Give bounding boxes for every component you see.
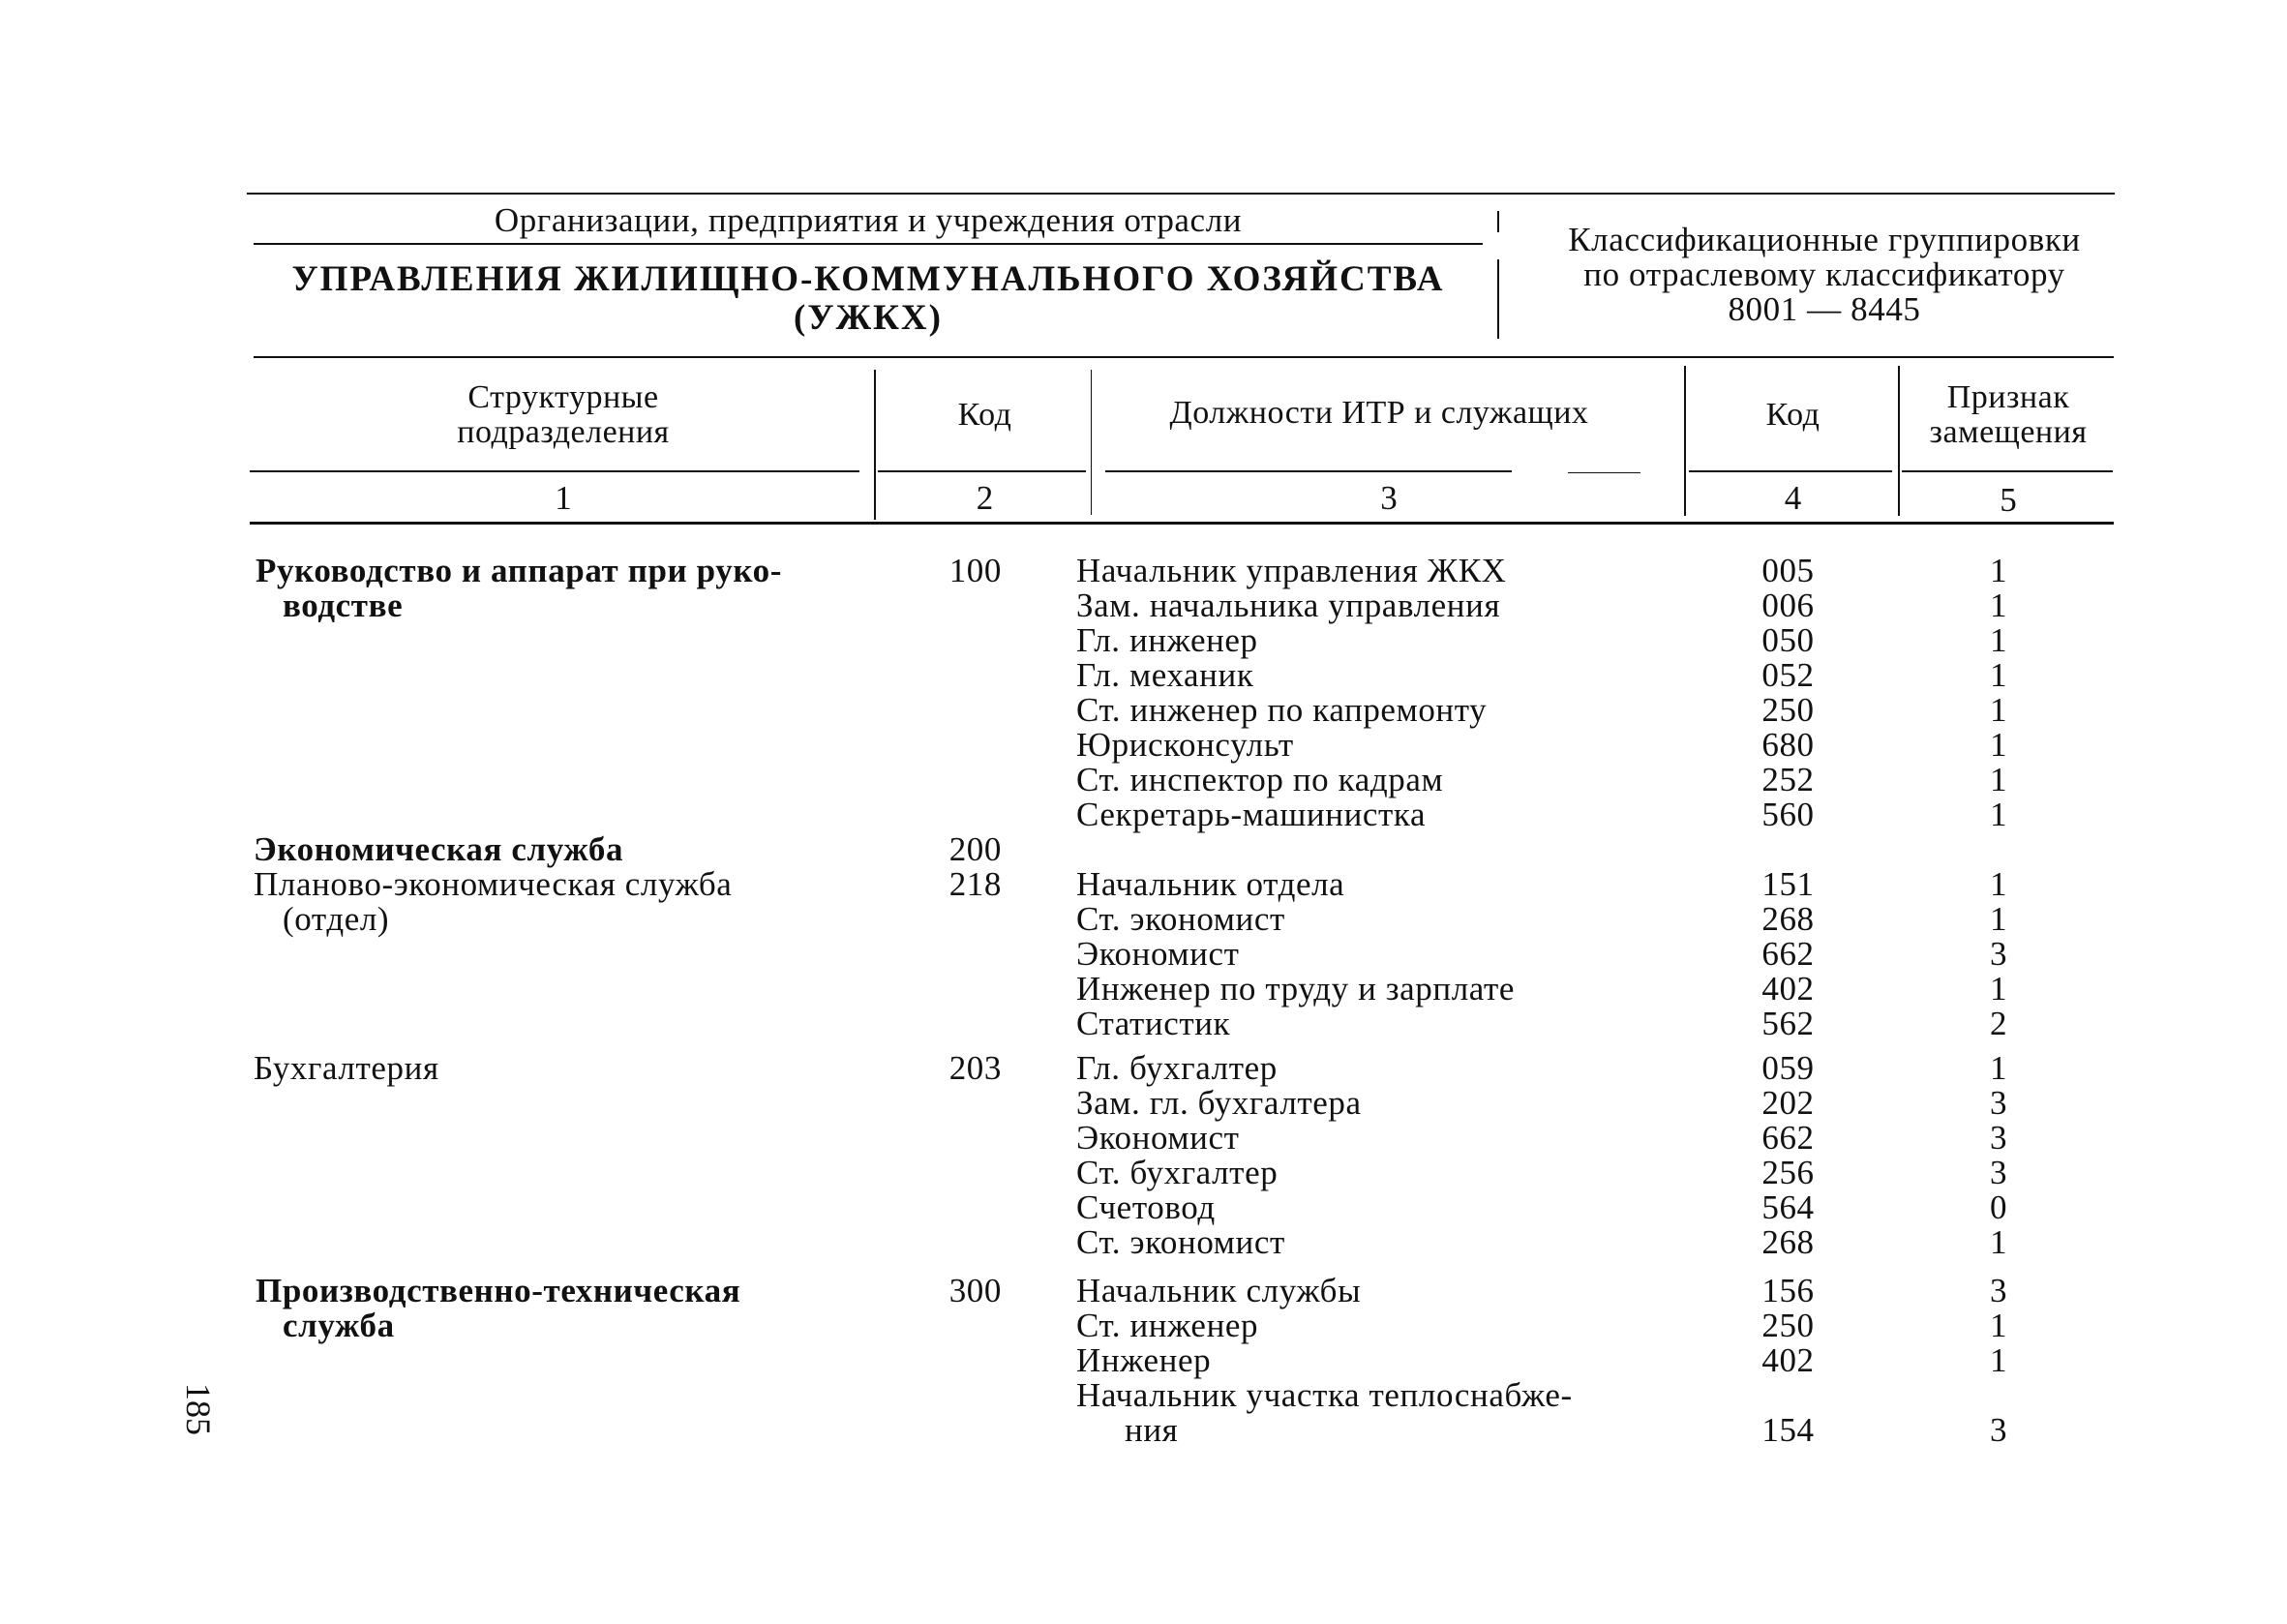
position-20-code: 156	[1761, 1272, 1815, 1309]
classif-line2: по отраслевому классификатору	[1583, 256, 2065, 293]
position-19-code: 268	[1761, 1223, 1815, 1261]
col1-header-line1: Структурные	[467, 379, 659, 415]
org-caption: Организации, предприятия и учреждения отрасли	[494, 201, 1243, 239]
unit-4-line1: Бухгалтерия	[254, 1049, 439, 1087]
position-20-sign: 3	[1989, 1272, 2008, 1309]
unit-1-line2: водстве	[283, 586, 404, 624]
position-15-title: Зам. гл. бухгалтера	[1076, 1084, 1362, 1122]
header-divider	[1497, 259, 1499, 339]
position-19-sign: 1	[1989, 1223, 2008, 1261]
position-4-title: Гл. механик	[1076, 656, 1254, 694]
unit-2-code: 200	[948, 830, 1002, 868]
position-2-sign: 1	[1989, 586, 2008, 624]
position-23-title: Начальник участка теплоснабже-	[1076, 1376, 1573, 1414]
unit-5-code: 300	[948, 1272, 1002, 1309]
position-10-title: Ст. экономист	[1076, 900, 1285, 938]
position-17-code: 256	[1761, 1154, 1815, 1191]
position-14-code: 059	[1761, 1049, 1815, 1087]
col-number-1: 1	[555, 479, 572, 517]
position-18-title: Счетовод	[1076, 1188, 1216, 1226]
col5-header-line2: замещения	[1929, 414, 2088, 450]
header-rule-3b	[1568, 472, 1640, 473]
col5-header-line1: Признак	[1946, 379, 2070, 415]
unit-1-code: 100	[948, 552, 1002, 589]
unit-4-code: 203	[948, 1049, 1002, 1087]
unit-5-line1: Производственно-техническая	[256, 1272, 741, 1309]
header-rule-3a	[1105, 470, 1512, 472]
position-13-title: Статистик	[1076, 1005, 1231, 1042]
position-3-code: 050	[1761, 621, 1815, 659]
position-6-sign: 1	[1989, 726, 2008, 764]
position-10-code: 268	[1761, 900, 1815, 938]
col4-header: Код	[1765, 397, 1821, 433]
col3-header: Должности ИТР и служащих	[1169, 395, 1589, 431]
col2-header: Код	[957, 397, 1012, 433]
position-18-code: 564	[1761, 1188, 1815, 1226]
position-23-sign: 3	[1989, 1411, 2008, 1449]
classif-line1: Классификационные группировки	[1568, 221, 2081, 258]
top-rule	[247, 193, 2115, 195]
position-8-code: 560	[1761, 796, 1815, 833]
header-rule-5	[1902, 470, 2113, 472]
position-11-code: 662	[1761, 935, 1815, 973]
position-22-sign: 1	[1989, 1341, 2008, 1379]
col-number-3: 3	[1380, 479, 1398, 517]
position-2-code: 006	[1761, 586, 1815, 624]
position-6-code: 680	[1761, 726, 1815, 764]
position-12-sign: 1	[1989, 970, 2008, 1007]
position-9-title: Начальник отдела	[1076, 865, 1345, 903]
page-number: 185	[179, 1383, 218, 1435]
position-20-title: Начальник службы	[1076, 1272, 1362, 1309]
col-sep-3	[1684, 366, 1686, 516]
col-number-5: 5	[2000, 481, 2017, 519]
col-number-4: 4	[1784, 479, 1802, 517]
header-rule-2	[878, 470, 1086, 472]
header-bottom-rule	[250, 522, 2114, 525]
unit-3-code: 218	[948, 865, 1002, 903]
position-16-sign: 3	[1989, 1119, 2008, 1157]
position-16-code: 662	[1761, 1119, 1815, 1157]
position-10-sign: 1	[1989, 900, 2008, 938]
unit-3-line1: Планово-экономическая служба	[254, 865, 733, 903]
position-4-sign: 1	[1989, 656, 2008, 694]
position-1-title: Начальник управления ЖКХ	[1076, 552, 1507, 589]
position-19-title: Ст. экономист	[1076, 1223, 1285, 1261]
position-15-sign: 3	[1989, 1084, 2008, 1122]
position-14-sign: 1	[1989, 1049, 2008, 1087]
table-top-rule	[254, 356, 2114, 358]
position-9-code: 151	[1761, 865, 1815, 903]
position-12-title: Инженер по труду и зарплате	[1076, 970, 1516, 1007]
unit-2-line1: Экономическая служба	[254, 830, 624, 868]
position-21-title: Ст. инженер	[1076, 1307, 1259, 1344]
position-3-sign: 1	[1989, 621, 2008, 659]
header-rule-1	[250, 470, 859, 472]
unit-5-line2: служба	[283, 1307, 395, 1344]
org-caption-rule	[254, 243, 1483, 245]
classif-line3: 8001 — 8445	[1728, 290, 1921, 328]
position-13-code: 562	[1761, 1005, 1815, 1042]
position-5-sign: 1	[1989, 691, 2008, 729]
position-14-title: Гл. бухгалтер	[1076, 1049, 1278, 1087]
position-11-sign: 3	[1989, 935, 2008, 973]
unit-3-line2: (отдел)	[283, 900, 390, 938]
position-1-sign: 1	[1989, 552, 2008, 589]
col-number-2: 2	[976, 479, 994, 517]
org-title-line1: УПРАВЛЕНИЯ ЖИЛИЩНО-КОММУНАЛЬНОГО ХОЗЯЙСТВА	[291, 259, 1445, 299]
position-18-sign: 0	[1989, 1188, 2008, 1226]
position-16-title: Экономист	[1076, 1119, 1240, 1157]
position-11-title: Экономист	[1076, 935, 1240, 973]
position-17-title: Ст. бухгалтер	[1076, 1154, 1279, 1191]
position-23-code: 154	[1761, 1411, 1815, 1449]
position-22-title: Инженер	[1076, 1341, 1212, 1379]
header-rule-4	[1689, 470, 1892, 472]
position-21-sign: 1	[1989, 1307, 2008, 1344]
position-1-code: 005	[1761, 552, 1815, 589]
position-22-code: 402	[1761, 1341, 1815, 1379]
position-8-title: Секретарь-машинистка	[1076, 796, 1427, 833]
position-7-title: Ст. инспектор по кадрам	[1076, 761, 1444, 798]
org-title-line2: (УЖКХ)	[794, 298, 943, 338]
position-17-sign: 3	[1989, 1154, 2008, 1191]
unit-1-line1: Руководство и аппарат при руко-	[256, 552, 783, 589]
col-sep-4	[1898, 366, 1900, 516]
position-21-code: 250	[1761, 1307, 1815, 1344]
position-5-title: Ст. инженер по капремонту	[1076, 691, 1488, 729]
position-6-title: Юрисконсульт	[1076, 726, 1294, 764]
position-9-sign: 1	[1989, 865, 2008, 903]
position-2-title: Зам. начальника управления	[1076, 586, 1501, 624]
position-12-code: 402	[1761, 970, 1815, 1007]
position-5-code: 250	[1761, 691, 1815, 729]
position-23-title-cont: ния	[1125, 1411, 1179, 1449]
position-15-code: 202	[1761, 1084, 1815, 1122]
position-7-code: 252	[1761, 761, 1815, 798]
position-4-code: 052	[1761, 656, 1815, 694]
header-divider-top	[1497, 211, 1499, 232]
position-13-sign: 2	[1989, 1005, 2008, 1042]
col1-header-line2: подразделения	[457, 414, 670, 450]
position-7-sign: 1	[1989, 761, 2008, 798]
position-3-title: Гл. инженер	[1076, 621, 1258, 659]
position-8-sign: 1	[1989, 796, 2008, 833]
